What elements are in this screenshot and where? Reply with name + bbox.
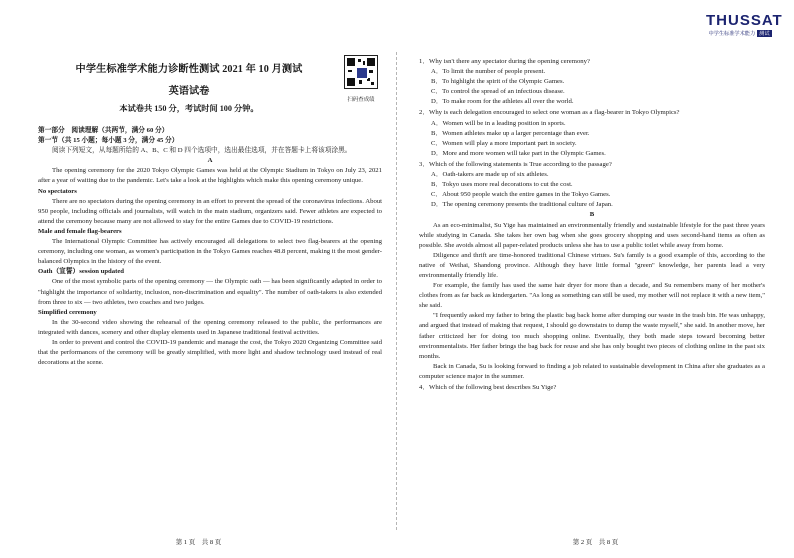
paragraph: Diligence and thrift are time-honored traditional Chinese virtues. Su's family is a good example of this, according to the native of Weihai, Shandong province. Although they have little formal "green" knowledge, her parents lead a very environmentally friendly life. <box>419 251 765 279</box>
right-page <box>397 0 794 558</box>
left-body <box>38 126 382 368</box>
section-heading: Simplified ceremony <box>38 308 97 316</box>
section-heading: Oath（宣誓）session updated <box>38 268 125 276</box>
thussat-logo <box>706 12 783 37</box>
answer-option: B．Women athletes make up a larger percentage than ever. <box>431 129 590 137</box>
logo-sub-text: 中学生标准学术能力 <box>708 31 756 37</box>
page-footer: 第 1 页 共 8 页 <box>175 539 222 546</box>
questions-list <box>419 57 765 210</box>
paragraph: "I frequently asked my father to bring the plastic bag back home after dumping our waste in the trash bin. He was unhappy, and argued that instead of making that request, I should go downstairs to dump the waste myself," she said. In another move, her father criticized her for doing too much shopping online. Eventually, they both made steps toward becoming better environmentalists. Her father brings the bag back for reuse and she has only bought two pieces of clothing online in the past six months. <box>419 312 765 360</box>
paragraph: In the 30-second video showing the rehearsal of the opening ceremony released to the public, the performances are integrated with dances, scenery and other display elements used in Japanese traditional festival activities. <box>38 318 382 336</box>
subject-title: 英语试卷 <box>168 86 210 97</box>
paragraph: As an eco-minimalist, Su Yige has maintained an environmentally friendly and sustainable lifestyle for the past three years while studying in Canada. She takes her own bag when she goes grocery shopping and uses second-hand items as often as possible. She avoids almost all paper-related products unless she has to use a public toilet while away from home. <box>419 221 765 249</box>
part1-heading: 第一部分 阅读理解（共两节，满分 60 分） <box>38 127 169 134</box>
paragraph: The opening ceremony for the 2020 Tokyo Olympic Games was held at the Olympic Stadium in Tokyo on July 23, 2021 after a year of waiting due to the pandemic. Let's take a look at the highlights which make this opening ceremony unique. <box>38 167 382 185</box>
section-heading: Male and female flag-bearers <box>38 227 122 235</box>
passage-b <box>419 221 765 383</box>
logo-subline <box>706 30 774 37</box>
instructions: 阅读下列短文，从每题所给的 A、B、C 和 D 四个选项中，选出最佳选项，并在答题卡上将该项涂黑。 <box>52 147 352 155</box>
question-stem: 1．Why isn't there any spectator during the opening ceremony? <box>419 58 590 65</box>
answer-option: A．Oath-takers are made up of six athletes. <box>431 171 549 179</box>
passage-b-label: B <box>589 211 595 219</box>
answer-option: D．To make room for the athletes all over the world. <box>431 98 574 106</box>
answer-option: B．Tokyo uses more real decorations to cut the cost. <box>431 181 573 189</box>
answer-option: C．About 950 people watch the entire games in the Tokyo Games. <box>431 191 611 199</box>
question-item <box>419 108 765 158</box>
paragraph: There are no spectators during the opening ceremony in an effort to prevent the spread of the coronavirus infections. About 950 people, including officials and journalists, will watch in the main stadium, organizers said. Fewer athletes are expected to attend the ceremony because many are not allowed to stay for the entire Games due to COVID-19 restrictions. <box>38 197 382 225</box>
section-heading: No spectators <box>38 187 77 195</box>
answer-option: B．To highlight the spirit of the Olympic Games. <box>431 78 565 86</box>
exam-time-info: 本试卷共 150 分，考试时间 100 分钟。 <box>119 104 259 113</box>
question-4-stem: 4．Which of the following best describes Su Yige? <box>419 384 557 391</box>
question-item <box>419 160 765 210</box>
exam-title: 中学生标准学术能力诊断性测试 2021 年 10 月测试 <box>75 64 303 75</box>
section1-heading: 第一节（共 15 小题；每小题 3 分，满分 45 分） <box>38 137 179 145</box>
answer-option: D．The opening ceremony presents the traditional culture of Japan. <box>431 201 613 209</box>
logo-word: THUSSAT <box>706 12 783 29</box>
right-body <box>419 56 765 393</box>
paragraph: One of the most symbolic parts of the opening ceremony — the Olympic oath — has been significantly adapted in order to "highlight the importance of solidarity, inclusion, non-discrimination and equality". The number of oath-takers is also extended from three to six — two athletes, two coaches and two judges. <box>38 278 382 306</box>
question-stem: 3．Which of the following statements is True according to the passage? <box>419 160 612 168</box>
paragraph: In order to prevent and control the COVID-19 pandemic and manage the cost, the Tokyo 2020 Organizing Committee said that the performances of the ceremony will be greatly simplified, with more light and shadow technology used instead of real decorations at the scene. <box>38 338 382 367</box>
paragraph: Back in Canada, Su is looking forward to finding a job related to sustainable development in China after she graduates as a computer science major in the summer. <box>419 362 765 380</box>
answer-option: C．Women will play a more important part in society. <box>431 139 577 147</box>
passage-a <box>38 166 382 368</box>
question-stem: 2．Why is each delegation encouraged to select one woman as a flag-bearer in Tokyo Olympics? <box>419 109 680 117</box>
answer-option: C．To control the spread of an infectious disease. <box>431 88 565 96</box>
answer-option: A．Women will be in a leading position in sports. <box>431 119 566 127</box>
answer-option: A．To limit the number of people present. <box>431 68 546 76</box>
logo-tag: 测试 <box>759 31 770 37</box>
page-footer: 第 2 页 共 8 页 <box>572 539 619 546</box>
qr-caption: 扫码查成绩 <box>347 97 375 103</box>
question-item <box>419 57 765 107</box>
paragraph: For example, the family has used the same hair dryer for more than a decade, and Su remembers many of her mother's clothes from as far back as kindergarten. "As long as something can still be used, my mother will not replace it with a new item," she said. <box>419 282 765 310</box>
qr-code-icon[interactable] <box>344 55 378 89</box>
answer-option: D．More and more women will take part in the Olympic Games. <box>431 149 606 157</box>
paragraph: The International Olympic Committee has actively encouraged all delegations to select two flag-bearers at the opening ceremony, including one woman, as women's participation in the Tokyo Games reaches 48.8 percent, making it the most gender-balanced Olympics in the history of the event. <box>38 238 382 266</box>
passage-a-label: A <box>207 157 213 165</box>
